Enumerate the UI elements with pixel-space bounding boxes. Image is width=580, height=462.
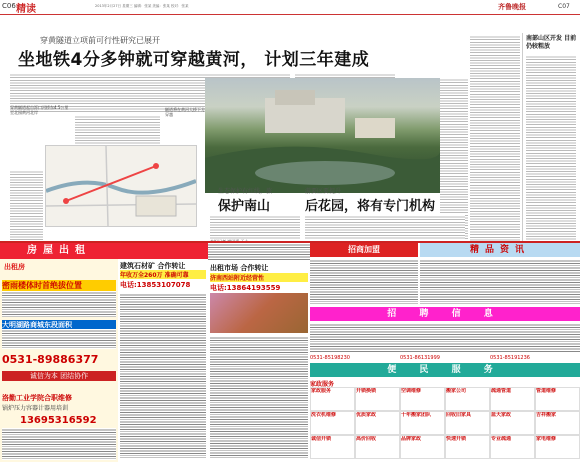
right-page-number: C07 (558, 3, 570, 10)
map-image (45, 145, 197, 227)
subhead-2-kicker: 游要区要提升 (305, 188, 342, 195)
service-cell: 蓝天家政 (490, 411, 535, 435)
caption-left-1: 穿黄隧道起自泺口河桥东4.5公里至北园黄河北岸 (10, 105, 69, 115)
left-page-number: C06 (2, 2, 16, 10)
body-text-8 (75, 115, 160, 145)
map-graphic (46, 146, 196, 226)
caption-left-2: 隧道将在黄河大桥下方穿越 (165, 107, 205, 117)
article (0, 15, 580, 240)
body-text-3 (470, 35, 520, 250)
nanshan-photo (205, 78, 440, 193)
left-banner: 房屋出租 (0, 243, 118, 259)
left-school-2: 锅炉压力容器计器用培训 (2, 405, 69, 412)
left-school-name: 洛勤工业学院合职维修 (2, 394, 72, 402)
mid-banner (118, 243, 208, 259)
service-cell: 快速开锁 (445, 435, 490, 459)
subhead-1-kicker: 生态保护有红线，旅 (218, 188, 273, 195)
top-right-banner-1: 招商加盟 (310, 243, 418, 257)
right1-header-text (208, 243, 310, 261)
service-cell: 品牌家政 (400, 435, 445, 459)
service-cell: 管道维修 (535, 387, 580, 411)
service-cell: 十年搬家团队 (400, 411, 445, 435)
mid-ad-price: 年收万全260万 准确可靠 (120, 270, 206, 279)
header-meta: 2013年2月27日 星期三 编辑：张某 美编：张某 校对：张某 (95, 4, 189, 8)
hot-title: 家政服务 (310, 381, 335, 388)
right1-ad-column (208, 243, 310, 462)
right1-text (210, 336, 308, 458)
mid-phone: 电话:13853107078 (120, 281, 191, 289)
phone-label-0: 0531-85198230 (310, 355, 350, 361)
middle-ad-column (118, 243, 208, 462)
article-headline: 坐地铁4分多钟就可穿越黄河， 计划三年建成 (18, 50, 370, 70)
service-cell: 疏通管道 (490, 387, 535, 411)
top-right-text-1 (310, 259, 418, 304)
top-right-banner-2: 精品资讯 (420, 243, 580, 257)
side-box (522, 33, 579, 248)
left-school-slogan: 诚信为本 团结协作 (2, 371, 116, 381)
service-banner: 便 民 服 务 (310, 363, 580, 377)
left-ad-1: 密雨楼体时首绝拔位置 (2, 280, 116, 291)
phone-label-2: 0531-85191236 (490, 355, 530, 361)
hire-text (310, 323, 580, 353)
side-text (526, 55, 576, 245)
left-phone-2: 13695316592 (20, 415, 97, 426)
section-tag: 精读 (16, 4, 36, 15)
service-cell: 洗衣机维修 (310, 411, 355, 435)
service-cell: 高价回收 (355, 435, 400, 459)
mid-ad-title: 建筑石材矿 合作转让 (120, 262, 186, 270)
service-cell: 诚信开锁 (310, 435, 355, 459)
service-cell: 开锁换锁 (355, 387, 400, 411)
article-kicker: 穿黄隧道立项前可行性研究已展开 (40, 36, 160, 45)
body-text-7 (10, 170, 43, 240)
mid-ad-text (120, 293, 206, 458)
page-header (0, 0, 580, 15)
right-ad-section (310, 243, 580, 462)
service-grid (310, 387, 580, 461)
top-right-text-2 (420, 259, 580, 304)
hire-banner: 招 聘 信 息 (310, 307, 580, 321)
phone-label-1: 0531-86131999 (400, 355, 440, 361)
left-rent-label: 出租房 (4, 263, 25, 271)
right1-ad: 济南西站附近经营性 (210, 273, 308, 282)
service-cell: 回收旧家具 (445, 411, 490, 435)
service-cell: 吉祥搬家 (535, 411, 580, 435)
left-ad-2: 大明湖路商城东段面积 (2, 320, 116, 330)
newspaper-logo: 齐鲁晚报 (498, 3, 526, 11)
left-ad-text-3 (2, 428, 116, 460)
right1-phone: 电话:13864193559 (210, 284, 281, 292)
service-cell: 家电维修 (535, 435, 580, 459)
service-cell: 优质家政 (355, 411, 400, 435)
body-text-5 (210, 215, 300, 240)
subhead-2: 后花园，将有专门机构 (305, 199, 436, 214)
left-ad-column (0, 243, 118, 462)
right1-image (210, 293, 308, 333)
body-text-6 (305, 215, 465, 240)
left-phone-1: 0531-89886377 (2, 353, 99, 366)
left-ad-text-2 (2, 329, 116, 349)
service-cell: 家政服务 (310, 387, 355, 411)
right1-title: 出租市场 合作转让 (210, 264, 269, 272)
left-ad-text-1 (2, 291, 116, 317)
side-headline: 南部山区开发 目前仍较粗放 (526, 35, 577, 50)
service-cell: 专业疏通 (490, 435, 535, 459)
service-cell: 搬家公司 (445, 387, 490, 411)
service-cell: 空调维修 (400, 387, 445, 411)
subhead-1: 保护南山 (218, 199, 271, 214)
classified-ads (0, 241, 580, 462)
photo-graphic (205, 78, 440, 193)
